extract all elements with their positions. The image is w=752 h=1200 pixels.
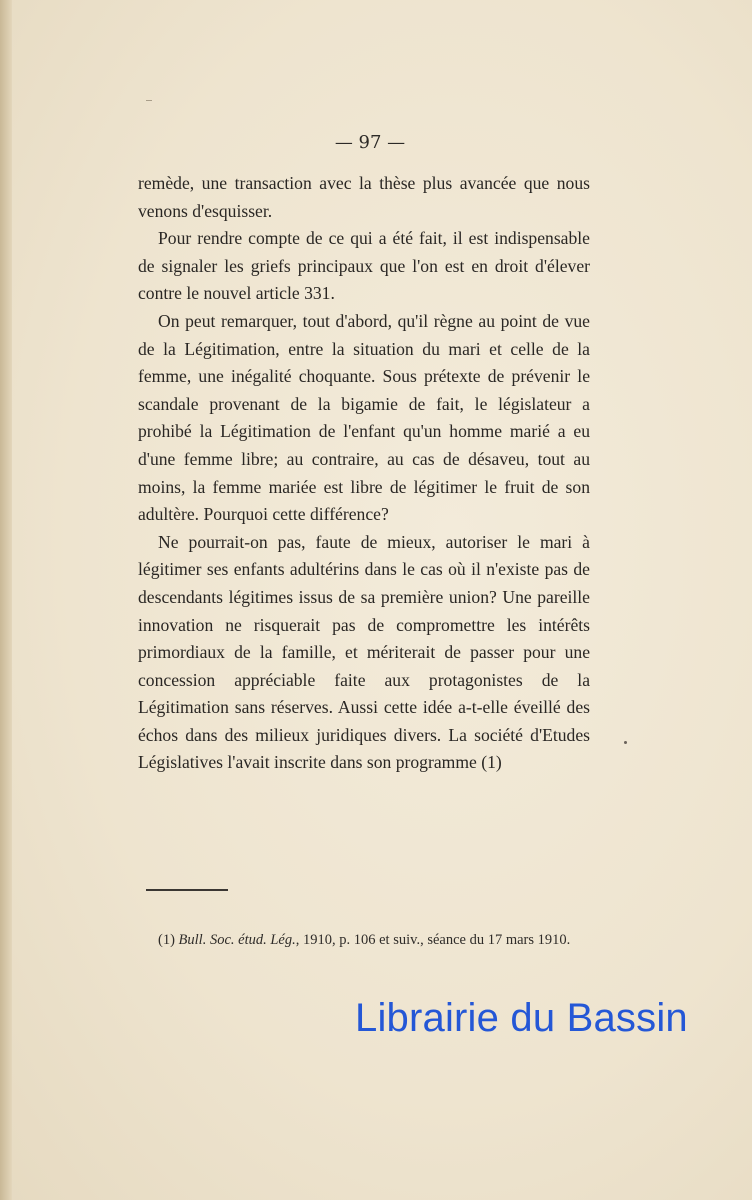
page-mark	[146, 100, 152, 101]
paper-speck	[624, 741, 627, 744]
body-text	[138, 170, 590, 777]
paragraph-3: On peut remarquer, tout d'abord, qu'il règne au point de vue de la Légitimation, entre la situation du mari et celle de la femme, une inégalité choquante. Sous prétexte de prévenir le scandale provenant de la bigamie de fait, le législateur a prohibé la Légitimation de l'enfant qu'un homme marié a eu d'une femme libre; au contraire, au cas de désaveu, tout au moins, la femme mariée est libre de légitimer le fruit de son adultère. Pourquoi cette différence?	[138, 310, 590, 525]
page-number: — 97 —	[334, 132, 406, 153]
footnote	[146, 928, 598, 953]
footnote-marker: (1)	[158, 932, 175, 948]
paragraph-2: Pour rendre compte de ce qui a été fait, il est indispensable de signaler les griefs principaux que l'on est en droit d'élever contre le nouvel article 331.	[138, 228, 590, 304]
footnote-separator	[146, 889, 228, 891]
watermark: Librairie du Bassin	[355, 996, 688, 1040]
footnote-details: , 1910, p. 106 et suiv., séance du 17 mars 1910.	[295, 932, 571, 948]
paragraph-1: remède, une transaction avec la thèse plus avancée que nous venons d'esquisser.	[138, 173, 590, 221]
page-binding-edge	[0, 0, 12, 1200]
footnote-text	[146, 928, 598, 953]
footnote-source: Bull. Soc. étud. Lég.	[178, 932, 296, 948]
paragraph-4: Ne pourrait-on pas, faute de mieux, autoriser le mari à légitimer ses enfants adultérins dans le cas où il n'existe pas de descendants légitimes issus de sa première union? Une pareille innovation ne risquerait pas de compromettre les intérêts primordiaux de la famille, et mériterait de passer pour une concession appréciable faite aux protagonistes de la Légitimation sans réserves. Aussi cette idée a-t-elle éveillé des échos dans des milieux juridiques divers. La société d'Etudes Législatives l'avait inscrite dans son programme (1)	[138, 531, 590, 773]
